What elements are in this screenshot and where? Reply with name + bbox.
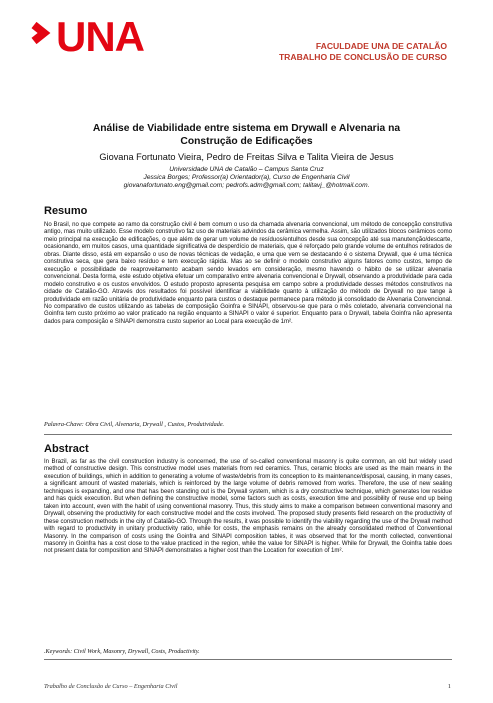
section-divider [44,659,452,660]
palavras-chave: Palavra-Chave: Obra Civil, Alvenaria, Drywall , Custos, Produtividade. [44,421,225,428]
affiliations [40,166,453,189]
institution-header [279,41,447,63]
section-divider [44,434,452,435]
footer-course: Trabalho de Conclusão de Curso – Engenharia Civil [44,683,178,690]
affiliation-advisor: Jessica Borges; Professor(a) Orientador(a), Curso de Engenharia Civil [143,173,350,181]
logo-text: UNA [56,17,144,57]
affiliation-university: Universidade UNA de Catalão – Campus Santa Cruz [169,166,324,173]
abstract-text: In Brazil, as far as the civil construction industry is concerned, the use of so-called conventional masonry is quite common, an old but widely used method of constructive design. This constructive model uses materials from red ceramics. Thus, ceramic blocks are used as the main means in the execution of buildings, which in addition to generating a volume of waste/debris from its conception to its maintenance/disposal, causing, in many cases, a significant amount of wasted materials, which is reinforced by the large volume of debris removed from works. Therefore, the use of new sealing techniques is expanding, and one that has been standing out is the Drywall system, which is a dry constructive technique, which generates low residue and has quick execution. But when defining the constructive model, some factors such as costs, execution time and possibility of reuse end up being taken into account, even with the habit of using conventional masonry. Thus, this study aims to make a comparison between conventional masonry and Drywall, observing the productivity for each constructive model and the costs involved. The proposed study presents field research on the productivity of these construction methods in the city of Catalão-GO. Through the results, it was possible to identify the viability regarding the use of the Drywall method with regard to productivity in unitary productivity ratio, while for costs, the emphasis remains on the already consolidated method of Conventional Masonry. In the comparison of costs using the Goinfra and SINAPI composition tables, it was observed that for the month collected, conventional masonry in Goinfra has a cost close to the value practiced in the region, while the value for SINAPI is higher. While for Drywall, the Goinfra table does not present data for composition and SINAPI demonstrates a higher cost than the Location for execution of 1m². [44,459,452,555]
title-line-2: Construção de Edificações [180,136,313,147]
logo-chevron [34,25,44,41]
institution-name: FACULDADE UNA DE CATALÃO [315,41,447,51]
keywords: .Keywords: Civil Work, Masonry, Drywall, Costs, Productivity. [44,648,200,655]
document-type: TRABALHO DE CONCLUSÃO DE CURSO [278,52,447,62]
author-emails: giovanafortunato.eng@gmail.com; pedrofs.adm@gmail.com; talitavj_@hotmail.com. [123,181,370,189]
title-line-1: Análise de Viabilidade entre sistema em Drywall e Alvenaria na [92,123,401,134]
resumo-text: No Brasil, no que compete ao ramo da construção civil é bem comum o uso da chamada alvenaria convencional, um método de concepção construtiva antigo, mas muito utilizado. Esse modelo construtivo faz uso de materiais advindos da cerâmica vermelha. Assim, são utilizados blocos cerâmicos como meio principal na execução de edificações, o que além de gerar um volume de resíduos/entulhos desde sua concepção até sua manutenção/descarte, ocasionando, em muitos casos, uma quantidade significativa de desperdício de materiais, que é reforçado pelo grande volume de entulhos retirados de obras. Diante disso, está em expansão o uso de novas técnicas de vedação, e uma que vem se destacando é o sistema Drywall, que é uma técnica construtiva seca, que gera baixo resíduo e tem execução rápida. Mas ao se definir o modelo construtivo alguns fatores como custos, tempo de execução e possibilidade de reaproveitamento acabam sendo levados em consideração, mesmo havendo o hábito de se utilizar alvenaria convencional. Desta forma, este estudo objetiva efetuar um comparativo entre alvenaria convencional e Drywall, observando a produtividade para cada modelo construtivo e os custos envolvidos. O estudo proposto apresenta pesquisa em campo sobre a produtividade desses métodos construtivos na cidade de Catalão-GO. Através dos resultados foi possível identificar a viabilidade quanto à utilização do método de Drywall no que tange à produtividade em razão unitária de produtividade enquanto para custos o destaque permanece para método já consolidado de Alvenaria Convencional. No comparativo de custos utilizando as tabelas de composição Goinfra e SINAPI, observou-se que para o mês coletado, alvenaria convencional na Goinfra tem custo próximo ao valor praticado na região enquanto a SINAPI o valor é superior. Enquanto para o Drywall, tabela Goinfra não apresenta dados para composição e SINAPI demonstra custo superior ao Local para execução de 1m². [44,222,453,325]
authors: Giovana Fortunato Vieira, Pedro de Freitas Silva e Talita Vieira de Jesus [99,152,394,162]
page-number: 1 [447,683,451,690]
abstract-heading: Abstract [44,443,89,455]
una-logo [30,17,180,57]
resumo-heading: Resumo [44,205,88,217]
paper-title [40,122,453,148]
